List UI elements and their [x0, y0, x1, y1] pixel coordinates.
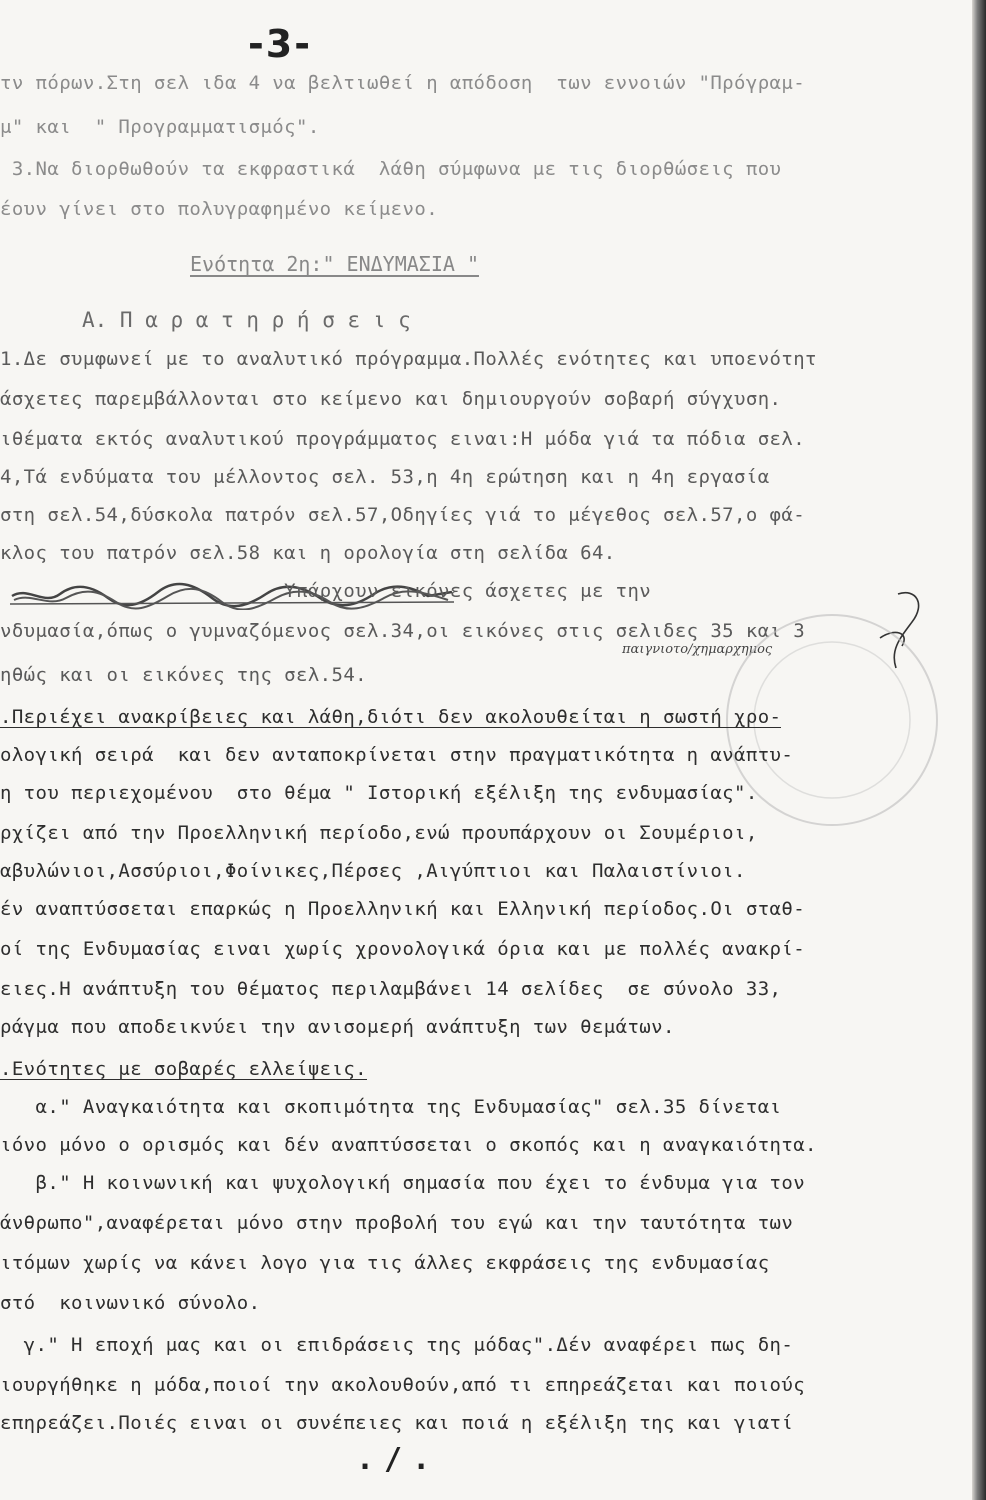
- text-line-11: Υπάρχουν εικόνες άσχετες με την: [0, 580, 652, 602]
- text-line-12: νδυμασία,όπως ο γυμναζόμενος σελ.34,οι εικόνες στις σελιδες 35 και 3: [0, 620, 806, 642]
- text-line-8: 4,Τά ενδύματα του μέλλοντος σελ. 53,η 4η ερώτηση και η 4η εργασία: [0, 466, 770, 488]
- binding-edge: [972, 0, 986, 1500]
- text-line-19: έν αναπτύσσεται επαρκώς η Προελληνική και Ελληνική περίοδος.Οι σταθ-: [0, 898, 806, 920]
- text-line-30: γ." Η εποχή μας και οι επιδράσεις της μόδας".Δέν αναφέρει πως δη-: [0, 1334, 794, 1356]
- continuation-mark: ./.: [356, 1442, 441, 1477]
- text-line-20: οί της Ενδυμασίας ειναι χωρίς χρονολογικά όρια και με πολλές ανακρί-: [0, 938, 806, 960]
- text-line-16: η του περιεχομένου στο θέμα " Ιστορική εξέλιξη της ενδυμασίας".: [0, 782, 758, 804]
- text-line-31: ιουργήθηκε η μόδα,ποιοί την ακολουθούν,από τι επηρεάζεται και ποιούς: [0, 1374, 806, 1396]
- text-line-7: ιθέματα εκτός αναλυτικού προγράμματος ειναι:Η μόδα γιά τα πόδια σελ.: [0, 428, 806, 450]
- text-line-22: ράγμα που αποδεικνύει την ανισομερή ανάπτυξη των θεμάτων.: [0, 1016, 675, 1038]
- text-line-14: .Περιέχει ανακρίβειες και λάθη,διότι δεν ακολουθείται η σωστή χρο-: [0, 706, 782, 728]
- text-line-15: ολογική σειρά και δεν ανταποκρίνεται στην πραγματικότητα η ανάπτυ-: [0, 744, 794, 766]
- text-line-17: ρχίζει από την Προελληνική περίοδο,ενώ προυπάρχουν οι Σουμέριοι,: [0, 822, 758, 844]
- text-line-6: άσχετες παρεμβάλλονται στο κείμενο και δημιουργούν σοβαρή σύγχυση.: [0, 388, 782, 410]
- text-line-32: επηρεάζει.Ποιές ειναι οι συνέπειες και ποιά η εξέλιξη της και γιατί: [0, 1412, 794, 1434]
- page-number: -3-: [248, 22, 312, 66]
- text-line-4: έουν γίνει στο πολυγραφημένο κείμενο.: [0, 198, 439, 220]
- section-heading: Ενότητα 2η:" ΕΝΔΥΜΑΣΙΑ ": [190, 252, 479, 276]
- text-line-13: ηθώς και οι εικόνες της σελ.54.: [0, 664, 368, 686]
- text-line-26: β." Η κοινωνική και ψυχολογική σημασία που έχει το ένδυμα για τον: [0, 1172, 806, 1194]
- text-line-5: 1.Δε συμφωνεί με το αναλυτικό πρόγραμμα.Πολλές ενότητες και υποενότητ: [0, 348, 817, 370]
- text-line-1: τν πόρων.Στη σελ ιδα 4 να βελτιωθεί η απόδοση των εννοιών "Πρόγραμ-: [0, 72, 806, 94]
- text-line-18: αβυλώνιοι,Ασσύριοι,Φοίνικες,Πέρσες ,Αιγύπτιοι και Παλαιστίνιοι.: [0, 860, 746, 882]
- text-line-2: μ" και " Προγραμματισμός".: [0, 116, 320, 138]
- text-line-29: στό κοινωνικό σύνολο.: [0, 1292, 261, 1314]
- text-line-27: άνθρωπο",αναφέρεται μόνο στην προβολή του εγώ και την ταυτότητα των: [0, 1212, 794, 1234]
- text-line-28: ιτόμων χωρίς να κάνει λογο για τις άλλες εκφράσεις της ενδυμασίας: [0, 1252, 770, 1274]
- text-line-25: ιόνο μόνο ο ορισμός και δέν αναπτύσσεται ο σκοπός και η αναγκαιότητα.: [0, 1134, 817, 1156]
- text-line-23: .Ενότητες με σοβαρές ελλείψεις.: [0, 1058, 368, 1080]
- text-line-3: 3.Να διορθωθούν τα εκφραστικά λάθη σύμφωνα με τις διορθώσεις που: [0, 158, 782, 180]
- text-line-21: ειες.Η ανάπτυξη του θέματος περιλαμβάνει 14 σελίδες σε σύνολο 33,: [0, 978, 782, 1000]
- text-line-10: κλος του πατρόν σελ.58 και η ορολογία στη σελίδα 64.: [0, 542, 616, 564]
- observations-heading: Α. Π α ρ α τ η ρ ή σ ε ι ς: [82, 308, 411, 332]
- text-line-24: α." Αναγκαιότητα και σκοπιμότητα της Ενδυμασίας" σελ.35 δίνεται: [0, 1096, 782, 1118]
- handwritten-note: παιγνιοτο/χημαρχημος: [622, 642, 773, 657]
- text-line-9: στη σελ.54,δύσκολα πατρόν σελ.57,Οδηγίες γιά το μέγεθος σελ.57,ο φά-: [0, 504, 806, 526]
